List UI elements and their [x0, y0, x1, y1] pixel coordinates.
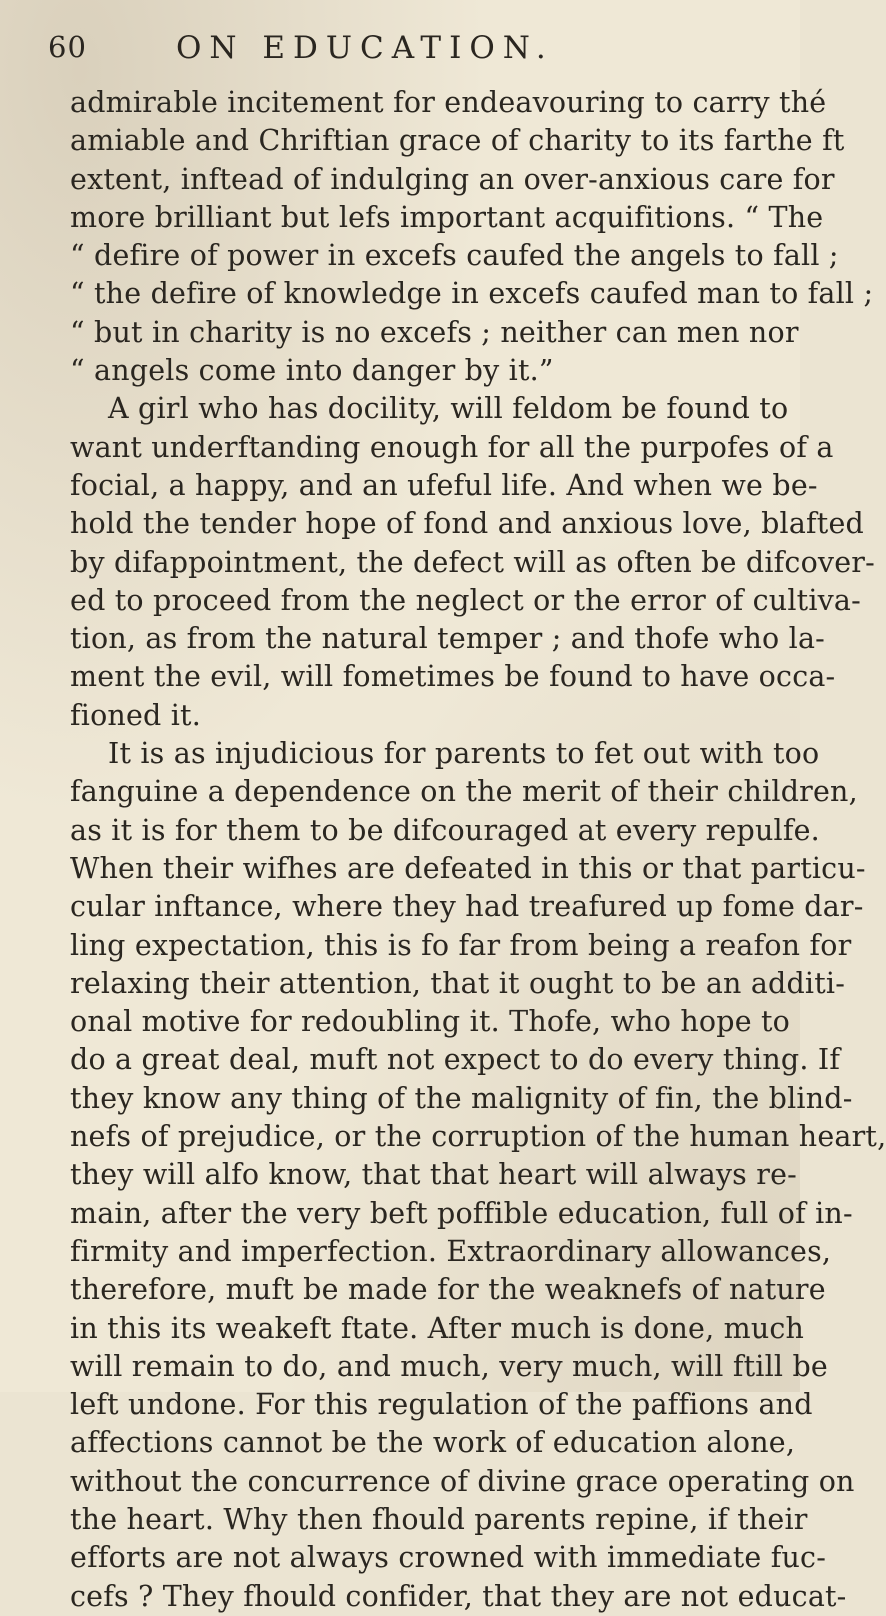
text-line: A girl who has docility, will feldom be found to	[108, 392, 789, 426]
text-line: “ but in charity is no excefs ; neither can men nor	[70, 315, 799, 349]
text-line: without the concurrence of divine grace operating on	[70, 1464, 855, 1498]
text-line: left undone. For this regulation of the paffions and	[70, 1388, 813, 1422]
text-line: relaxing their attention, that it ought to be an additi-	[70, 966, 846, 1000]
text-line: will remain to do, and much, very much, will ftill be	[70, 1349, 828, 1383]
text-line: It is as injudicious for parents to fet out with too	[108, 737, 820, 771]
text-line: firmity and imperfection. Extraordinary allowances,	[70, 1234, 832, 1268]
text-line: cefs ? They fhould confider, that they are not educat-	[70, 1579, 847, 1613]
text-line: efforts are not always crowned with immediate fuc-	[70, 1541, 827, 1575]
text-line: want underftanding enough for all the purpofes of a	[70, 430, 834, 464]
text-line: tion, as from the natural temper ; and thofe who la-	[70, 622, 825, 656]
text-line: ed to proceed from the neglect or the error of cultiva-	[70, 583, 861, 617]
page-number: 60	[48, 30, 87, 64]
text-line: nefs of prejudice, or the corruption of the human heart,	[70, 1120, 886, 1154]
text-line: When their wifhes are defeated in this or that particu-	[70, 851, 866, 885]
text-line: focial, a happy, and an ufeful life. And when we be-	[70, 468, 818, 502]
text-line: the heart. Why then fhould parents repine, if their	[70, 1502, 808, 1536]
body-text	[48, 84, 886, 1616]
text-line: by difappointment, the defect will as often be difcover-	[70, 545, 875, 579]
text-line: therefore, muft be made for the weaknefs of nature	[70, 1273, 826, 1307]
text-line: more brilliant but lefs important acquifitions. “ The	[70, 200, 824, 234]
text-line: affections cannot be the work of education alone,	[70, 1426, 796, 1460]
text-line: they know any thing of the malignity of fin, the blind-	[70, 1081, 853, 1115]
text-line: hold the tender hope of fond and anxious love, blafted	[70, 507, 864, 541]
text-line: admirable incitement for endeavouring to carry thé	[70, 86, 827, 119]
text-line: main, after the very beft poffible education, full of in-	[70, 1196, 853, 1230]
text-line: as it is for them to be difcouraged at every repulfe.	[70, 813, 820, 847]
text-line: they will alfo know, that that heart will always re-	[70, 1158, 797, 1192]
running-head	[0, 30, 800, 70]
text-line: extent, inftead of indulging an over-anxious care for	[70, 162, 835, 196]
text-line: “ angels come into danger by it.”	[70, 354, 554, 388]
text-line: cular inftance, where they had treafured up fome dar-	[70, 890, 864, 924]
text-line: “ defire of power in excefs caufed the angels to fall ;	[70, 239, 839, 273]
text-line: ment the evil, will fometimes be found to have occa-	[70, 660, 836, 694]
text-line: amiable and Chriftian grace of charity to its farthe ft	[70, 124, 845, 158]
text-line: in this its weakeft ftate. After much is done, much	[70, 1311, 805, 1345]
text-line: onal motive for redoubling it. Thofe, who hope to	[70, 1005, 791, 1039]
text-line: ling expectation, this is fo far from being a reafon for	[70, 928, 852, 962]
running-title: ON EDUCATION.	[176, 30, 554, 66]
text-line: do a great deal, muft not expect to do every thing. If	[70, 1043, 841, 1077]
text-line: “ the defire of knowledge in excefs caufed man to fall ;	[70, 277, 874, 311]
text-line: fioned it.	[70, 698, 201, 732]
text-line: fanguine a dependence on the merit of their children,	[70, 775, 858, 809]
